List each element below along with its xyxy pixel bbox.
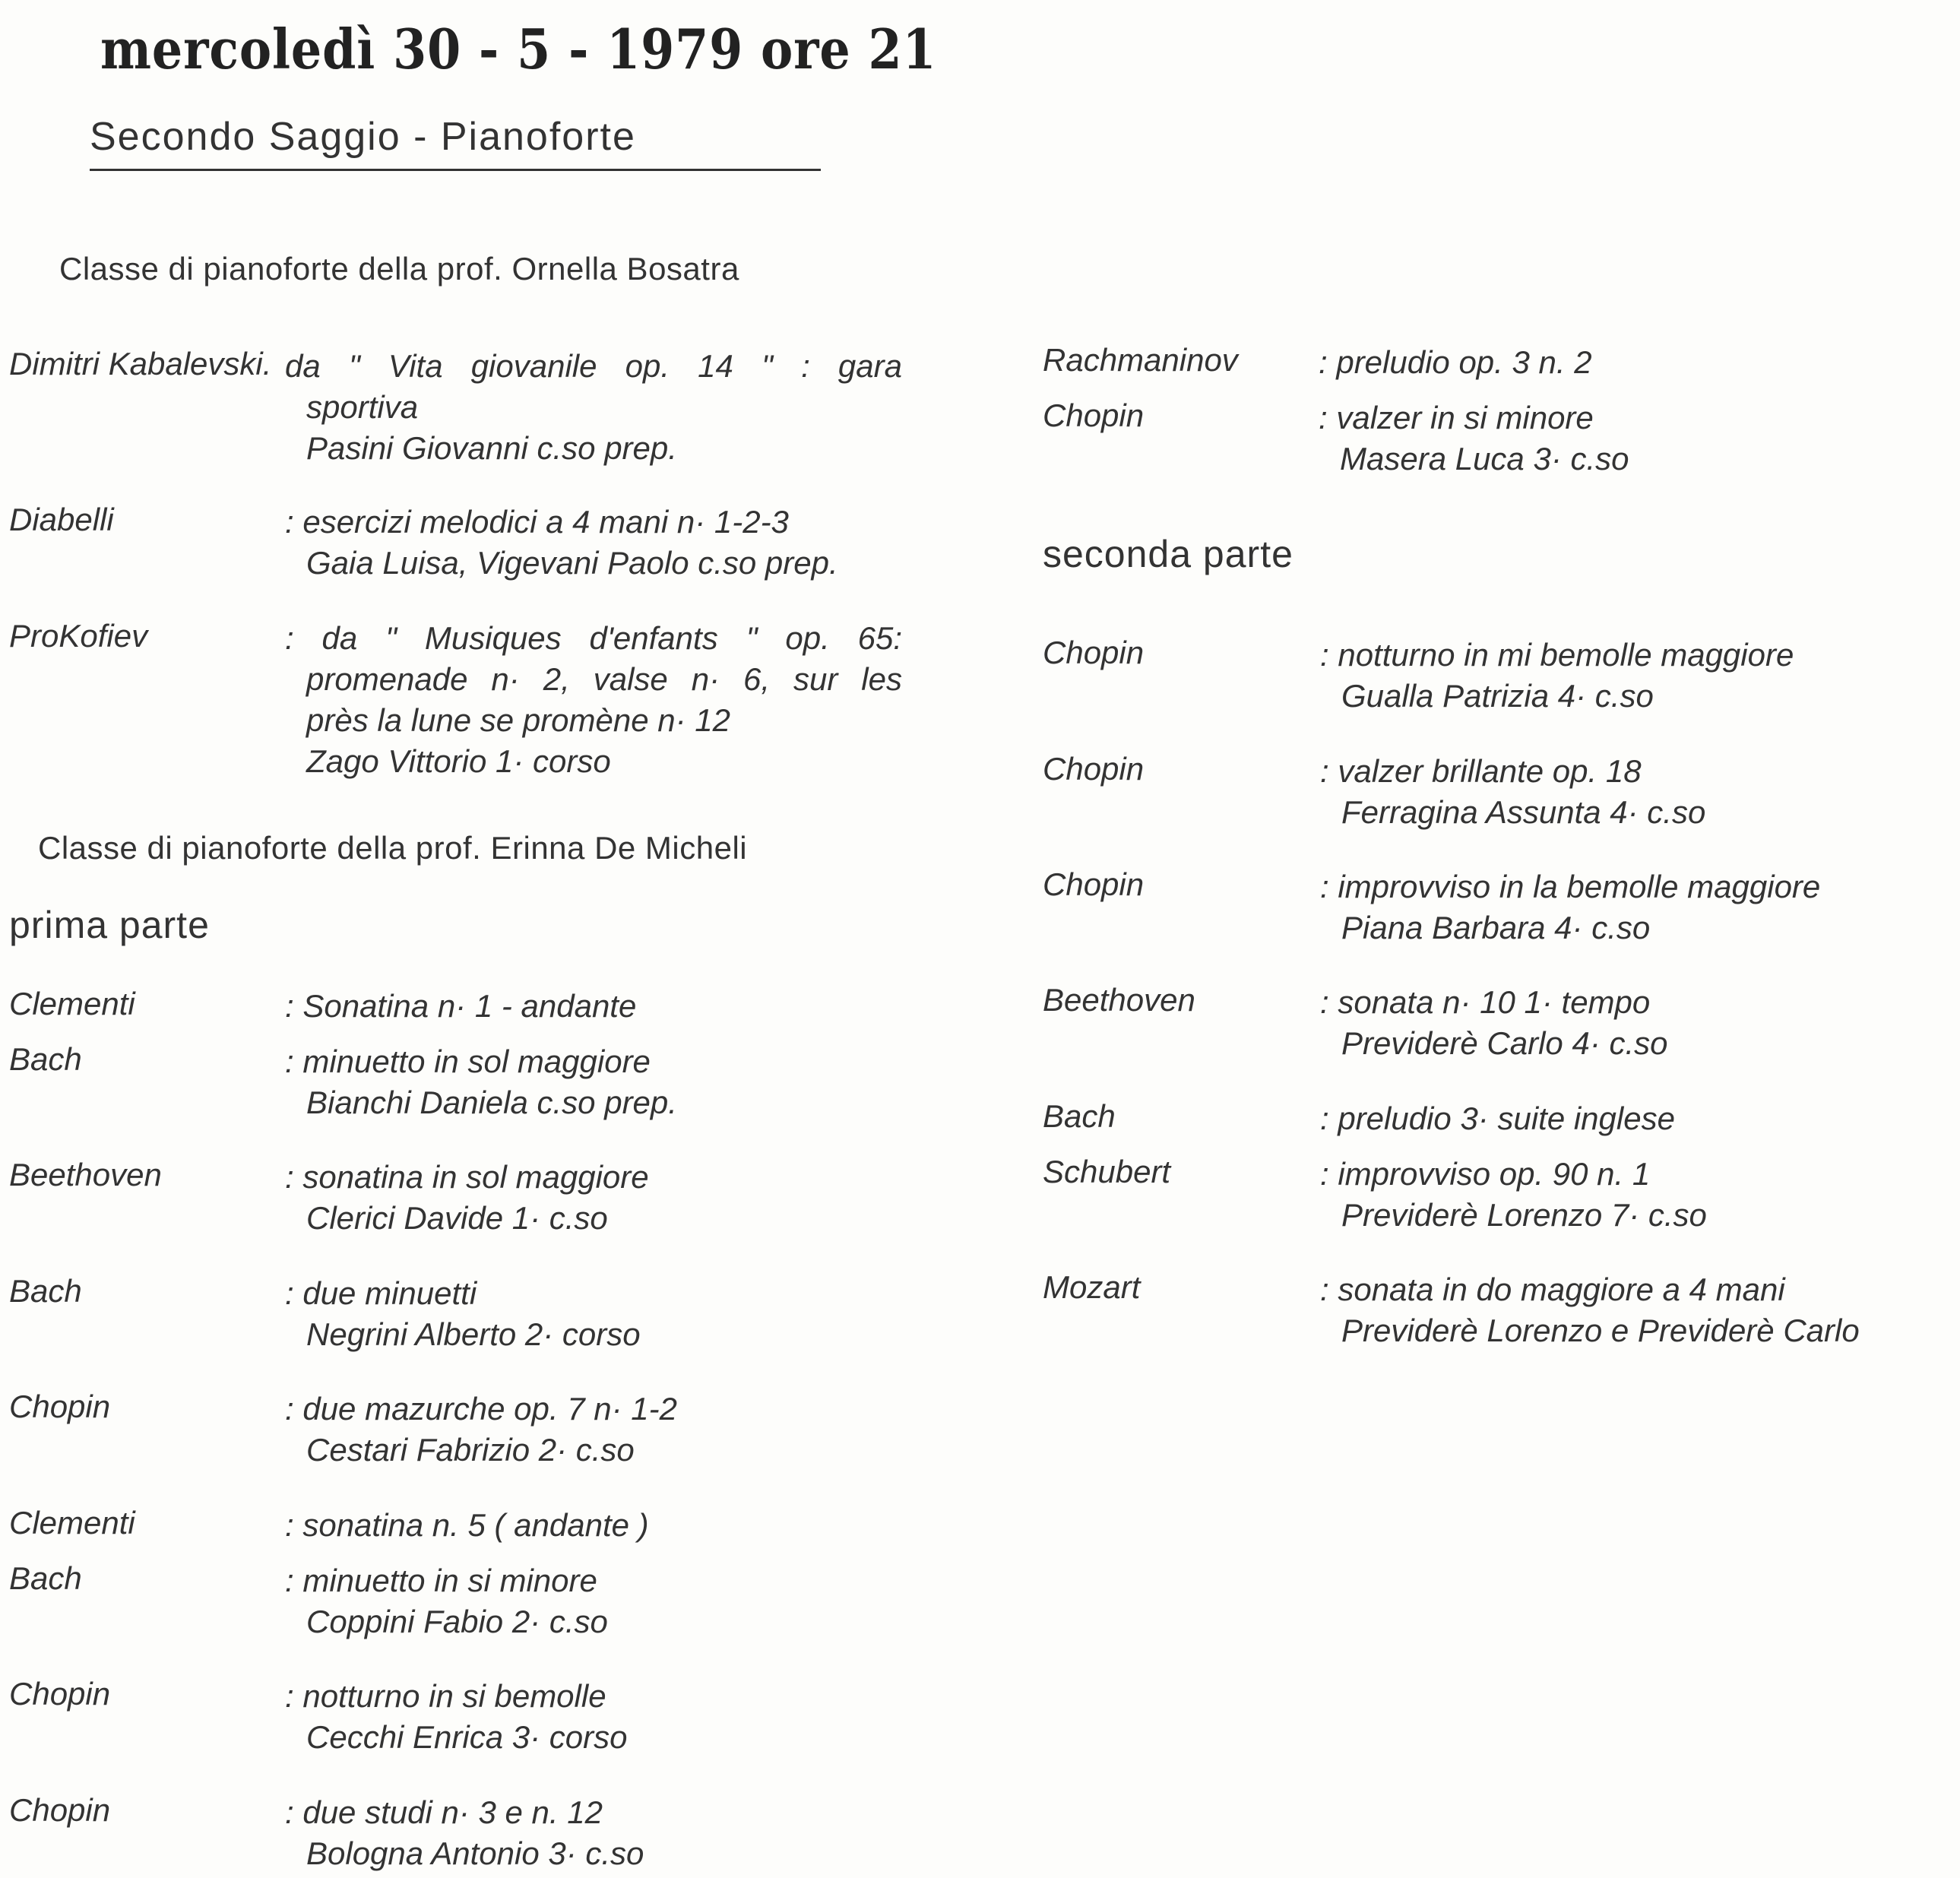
class-heading-demicheli: Classe di pianoforte della prof. Erinna De Micheli bbox=[38, 830, 748, 866]
performer-name: Gualla Patrizia 4· c.so bbox=[1341, 678, 1654, 714]
composer-name: Chopin bbox=[1043, 751, 1145, 787]
performer-name: Bologna Antonio 3· c.so bbox=[306, 1835, 644, 1871]
piece-details bbox=[1320, 751, 1705, 833]
piece-title-line: : Sonatina n· 1 - andante bbox=[285, 988, 637, 1024]
performer-name: Previderè Carlo 4· c.so bbox=[1341, 1025, 1668, 1061]
composer-name: Bach bbox=[9, 1560, 82, 1596]
piece-details bbox=[285, 1273, 641, 1355]
piece-title-line: : sonatina n. 5 ( andante ) bbox=[285, 1507, 649, 1543]
section-prima-parte: prima parte bbox=[9, 904, 210, 946]
piece-title-line: : minuetto in sol maggiore bbox=[285, 1044, 651, 1079]
piece-title-line: : minuetto in si minore bbox=[285, 1563, 597, 1598]
piece-title-line: : preludio 3· suite inglese bbox=[1320, 1101, 1675, 1136]
performer-name: Zago Vittorio 1· corso bbox=[306, 743, 611, 779]
performer-name: Previderè Lorenzo 7· c.so bbox=[1341, 1197, 1707, 1233]
performer-name: Ferragina Assunta 4· c.so bbox=[1341, 794, 1706, 830]
composer-name: Chopin bbox=[9, 1389, 111, 1424]
composer-name: Rachmaninov bbox=[1043, 342, 1238, 378]
piece-title-line: près la lune se promène n· 12 bbox=[306, 702, 730, 738]
piece-title-line: da " Vita giovanile op. 14 " : gara bbox=[285, 348, 902, 384]
composer-name: Bach bbox=[1043, 1098, 1116, 1134]
piece-title-line: : notturno in mi bemolle maggiore bbox=[1320, 637, 1794, 673]
piece-title-line: : sonata in do maggiore a 4 mani bbox=[1320, 1272, 1785, 1307]
piece-details bbox=[1320, 1154, 1707, 1236]
composer-name: Chopin bbox=[9, 1792, 111, 1828]
date-heading: mercoledì 30 - 5 - 1979 ore 21 bbox=[100, 17, 937, 81]
piece-details bbox=[285, 1676, 627, 1758]
piece-details bbox=[1320, 1098, 1675, 1139]
composer-name: Mozart bbox=[1043, 1269, 1141, 1305]
subtitle-underline bbox=[90, 169, 821, 171]
piece-details bbox=[285, 346, 902, 469]
performer-name: Piana Barbara 4· c.so bbox=[1341, 910, 1651, 945]
performer-name: Clerici Davide 1· c.so bbox=[306, 1200, 608, 1236]
piece-details bbox=[285, 1792, 644, 1874]
piece-details bbox=[1320, 866, 1820, 949]
piece-details bbox=[285, 1389, 677, 1471]
performer-name: Cestari Fabrizio 2· c.so bbox=[306, 1432, 635, 1468]
piece-title-line: : improvviso op. 90 n. 1 bbox=[1320, 1156, 1651, 1192]
subtitle: Secondo Saggio - Pianoforte bbox=[90, 115, 636, 159]
piece-details bbox=[1320, 1269, 1860, 1351]
composer-name: Dimitri Kabalevski. bbox=[9, 346, 272, 382]
piece-title-line: : valzer in si minore bbox=[1319, 400, 1594, 435]
piece-title-line: : improvviso in la bemolle maggiore bbox=[1320, 869, 1821, 904]
composer-name: Bach bbox=[9, 1041, 82, 1077]
performer-name: Coppini Fabio 2· c.so bbox=[306, 1604, 608, 1639]
section-seconda-parte: seconda parte bbox=[1043, 533, 1293, 575]
piece-details bbox=[1319, 342, 1592, 383]
performer-name: Gaia Luisa, Vigevani Paolo c.so prep. bbox=[306, 545, 838, 581]
piece-details bbox=[285, 502, 838, 584]
piece-title-line: : due studi n· 3 e n. 12 bbox=[285, 1794, 603, 1830]
piece-details bbox=[285, 986, 636, 1027]
piece-title-line: : notturno in si bemolle bbox=[285, 1678, 606, 1714]
piece-details bbox=[1320, 635, 1794, 717]
composer-name: Clementi bbox=[9, 1505, 135, 1541]
performer-name: Pasini Giovanni c.so prep. bbox=[306, 430, 677, 466]
performer-name: Negrini Alberto 2· corso bbox=[306, 1316, 641, 1352]
piece-details bbox=[1319, 397, 1629, 480]
piece-title-line: : da " Musiques d'enfants " op. 65: bbox=[285, 620, 902, 656]
piece-title-line: : valzer brillante op. 18 bbox=[1320, 753, 1642, 789]
class-heading-bosatra: Classe di pianoforte della prof. Ornella Bosatra bbox=[59, 251, 739, 287]
piece-details bbox=[285, 1041, 677, 1123]
composer-name: Schubert bbox=[1043, 1154, 1171, 1189]
composer-name: Chopin bbox=[1043, 635, 1145, 670]
composer-name: Chopin bbox=[1043, 397, 1145, 433]
piece-details bbox=[285, 1560, 608, 1642]
piece-title-line: : preludio op. 3 n. 2 bbox=[1319, 344, 1592, 380]
composer-name: Clementi bbox=[9, 986, 135, 1021]
performer-name: Cecchi Enrica 3· corso bbox=[306, 1719, 628, 1755]
performer-name: Bianchi Daniela c.so prep. bbox=[306, 1085, 677, 1120]
piece-title-line: : esercizi melodici a 4 mani n· 1-2-3 bbox=[285, 504, 789, 540]
piece-title-line: sportiva bbox=[306, 389, 419, 425]
piece-details bbox=[1320, 982, 1668, 1064]
performer-name: Masera Luca 3· c.so bbox=[1340, 441, 1629, 477]
composer-name: ProKofiev bbox=[9, 618, 148, 654]
piece-title-line: : due minuetti bbox=[285, 1275, 477, 1311]
composer-name: Chopin bbox=[1043, 866, 1145, 902]
piece-title-line: : due mazurche op. 7 n· 1-2 bbox=[285, 1391, 677, 1427]
composer-name: Bach bbox=[9, 1273, 82, 1309]
composer-name: Chopin bbox=[9, 1676, 111, 1712]
piece-details bbox=[285, 1505, 649, 1546]
performer-name: Previderè Lorenzo e Previderè Carlo bbox=[1341, 1313, 1860, 1348]
piece-title-line: : sonatina in sol maggiore bbox=[285, 1159, 649, 1195]
piece-details bbox=[285, 1157, 649, 1239]
piece-details bbox=[285, 618, 902, 782]
composer-name: Beethoven bbox=[1043, 982, 1195, 1018]
piece-title-line: : sonata n· 10 1· tempo bbox=[1320, 984, 1651, 1020]
composer-name: Diabelli bbox=[9, 502, 114, 537]
composer-name: Beethoven bbox=[9, 1157, 162, 1192]
piece-title-line: promenade n· 2, valse n· 6, sur les bbox=[306, 661, 902, 697]
